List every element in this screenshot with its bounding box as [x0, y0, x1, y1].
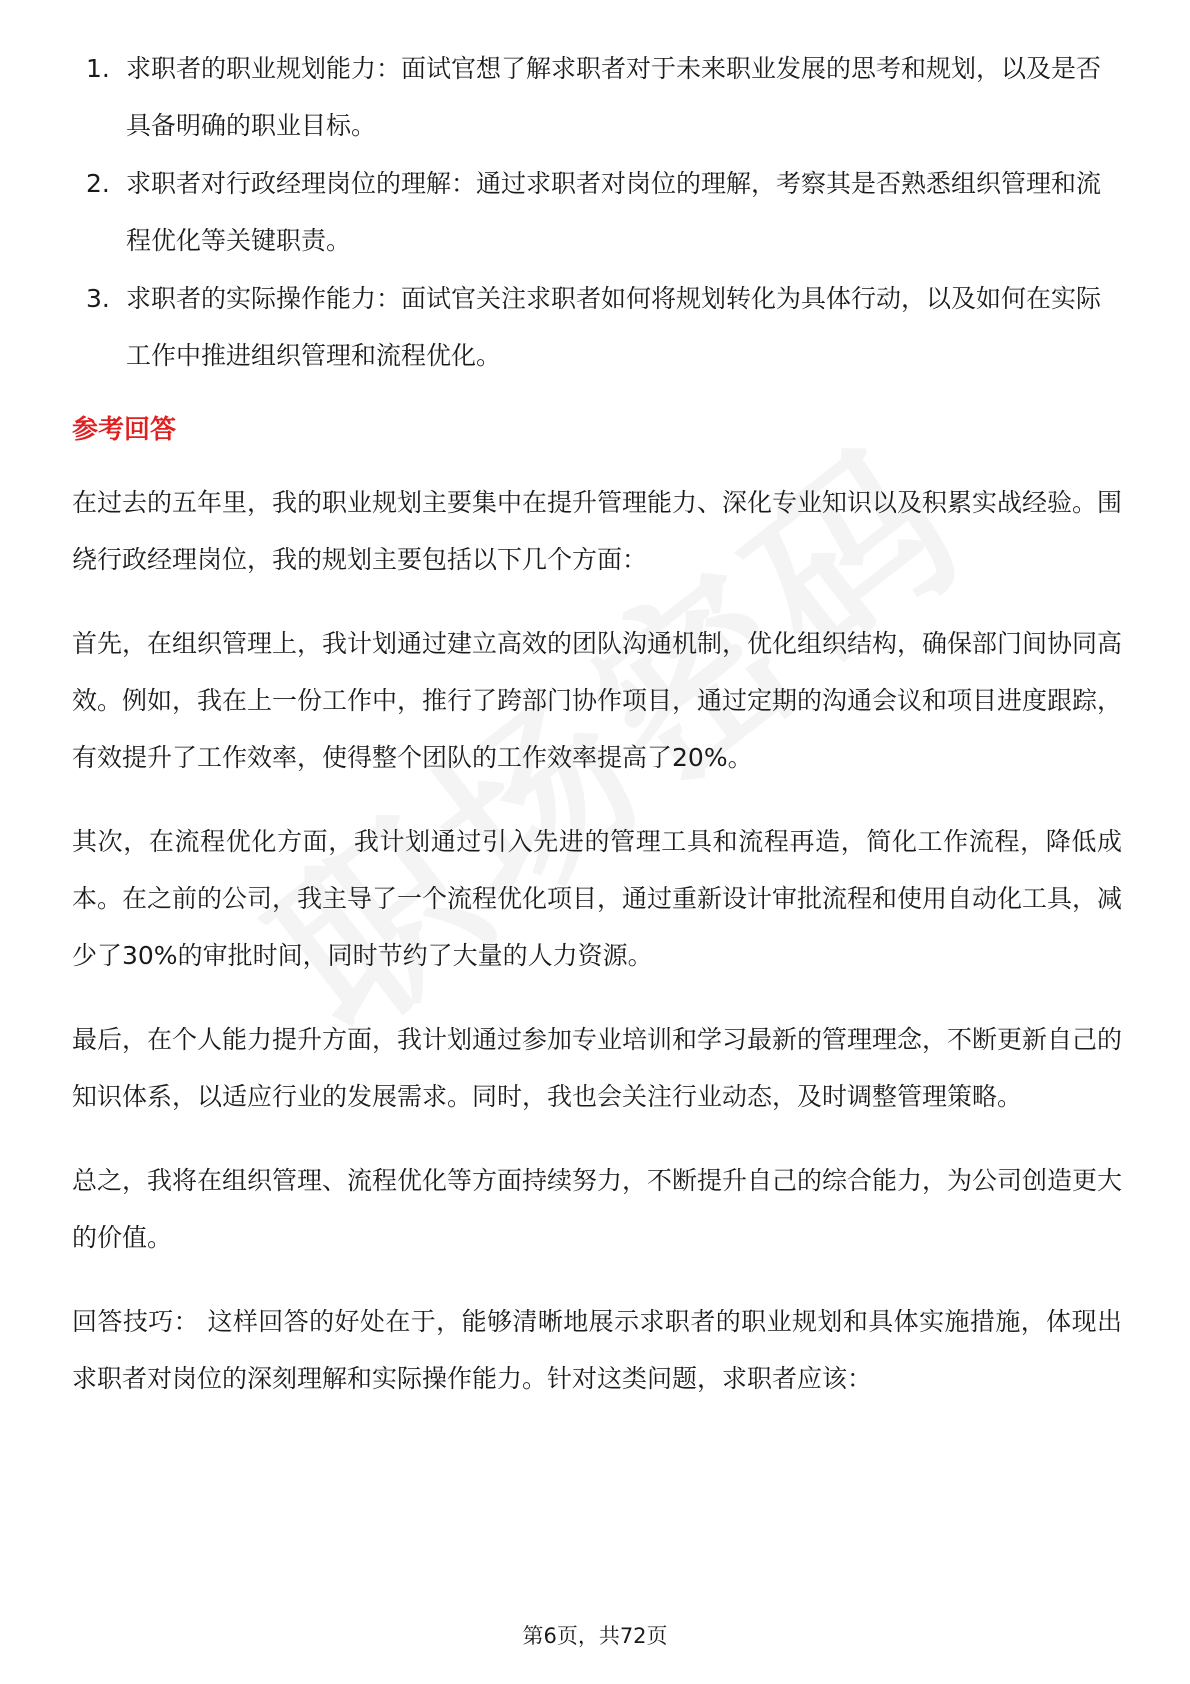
paragraph-intro: 在过去的五年里，我的职业规划主要集中在提升管理能力、深化专业知识以及积累实战经验。围绕行政经理岗位，我的规划主要包括以下几个方面：	[72, 488, 1123, 574]
list-item	[72, 40, 1122, 154]
paragraph-summary: 总之，我将在组织管理、流程优化等方面持续努力，不断提升自己的综合能力，为公司创造更大的价值。	[72, 1166, 1123, 1252]
list-number: 3.	[86, 284, 110, 313]
list-number: 2.	[86, 169, 110, 198]
page-number: 第6页，共72页	[522, 1624, 668, 1648]
list-item	[72, 270, 1122, 384]
list-text: 求职者的实际操作能力：面试官关注求职者如何将规划转化为具体行动，以及如何在实际工作中推进组织管理和流程优化。	[126, 284, 1102, 370]
page-content	[72, 40, 1122, 1434]
list-text: 求职者对行政经理岗位的理解：通过求职者对岗位的理解，考察其是否熟悉组织管理和流程优化等关键职责。	[126, 169, 1102, 255]
list-item	[72, 155, 1122, 269]
criteria-list	[72, 40, 1122, 384]
list-text: 求职者的职业规划能力：面试官想了解求职者对于未来职业发展的思考和规划，以及是否具备明确的职业目标。	[126, 54, 1102, 140]
paragraph-tips: 回答技巧： 这样回答的好处在于，能够清晰地展示求职者的职业规划和具体实施措施，体现出求职者对岗位的深刻理解和实际操作能力。针对这类问题，求职者应该：	[72, 1307, 1122, 1393]
paragraph-organization: 首先，在组织管理上，我计划通过建立高效的团队沟通机制，优化组织结构，确保部门间协同高效。例如，我在上一份工作中，推行了跨部门协作项目，通过定期的沟通会议和项目进度跟踪，有效提升了工作效率，使得整个团队的工作效率提高了20%。	[72, 629, 1123, 772]
list-number: 1.	[86, 54, 110, 83]
paragraph-personal: 最后，在个人能力提升方面，我计划通过参加专业培训和学习最新的管理理念，不断更新自己的知识体系，以适应行业的发展需求。同时，我也会关注行业动态，及时调整管理策略。	[72, 1025, 1123, 1111]
paragraph-process: 其次，在流程优化方面，我计划通过引入先进的管理工具和流程再造，简化工作流程，降低成本。在之前的公司，我主导了一个流程优化项目，通过重新设计审批流程和使用自动化工具，减少了30%的审批时间，同时节约了大量的人力资源。	[72, 827, 1123, 970]
section-heading: 参考回答	[72, 415, 177, 445]
